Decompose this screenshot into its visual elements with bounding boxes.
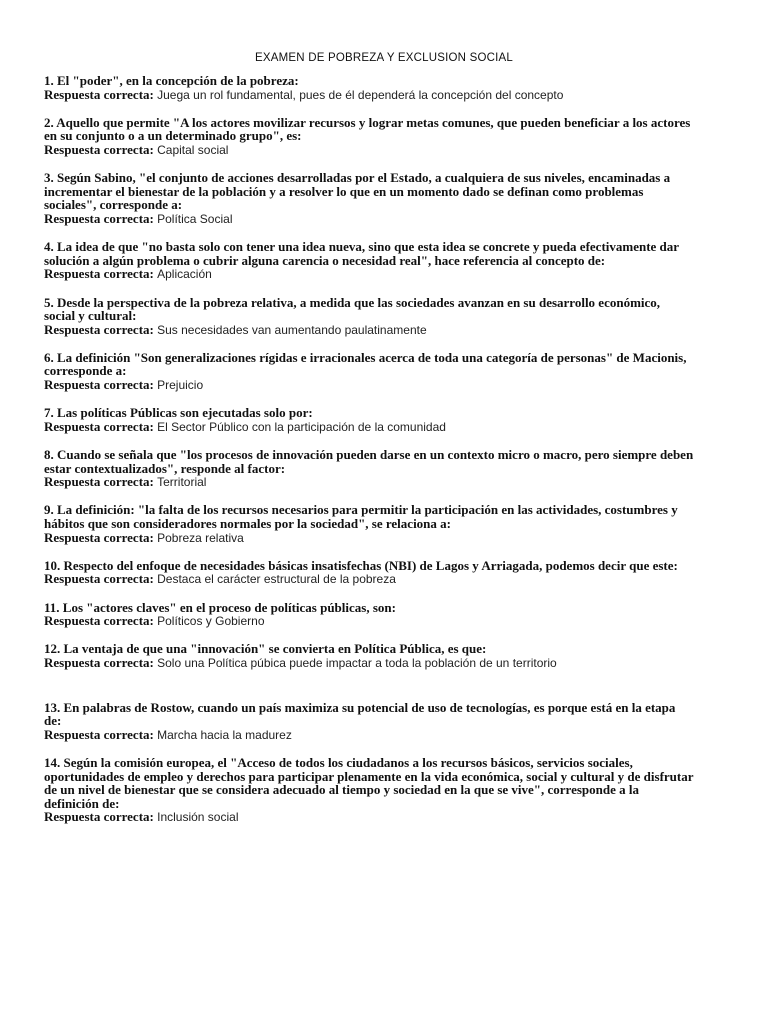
answer-label: Respuesta correcta: [44,654,154,670]
question-text: 14. Según la comisión europea, el "Acceso de todos los ciudadanos a los recursos básicos, servicios sociales, oportunidades de empleo y derechos para participar plenamente en la vida económica, social y cultural y de disfrutar de un nivel de bienestar que se considera adecuado al tiempo y sociedad en la que se vive", corresponde a la definición de: [44,754,694,811]
answer-value: Política Social [157,211,233,226]
question-item [44,296,694,338]
question-text: 4. La idea de que "no basta solo con tener una idea nueva, sino que esta idea se concrete y pueda efectivamente dar solución a algún problema o cubrir alguna carencia o necesidad real", hace referencia al concepto de: [44,239,679,268]
question-text: 2. Aquello que permite "A los actores movilizar recursos y lograr metas comunes, que pueden beneficiar a los actores en su conjunto o a un determinado grupo", es: [44,114,691,144]
question-item [44,559,694,587]
answer-label: Respuesta correcta: [44,726,154,742]
answer-line [44,810,694,825]
answer-line [44,728,694,743]
answer-label: Respuesta correcta: [44,571,154,587]
answer-value: Sus necesidades van aumentando paulatinamente [157,322,427,337]
answer-label: Respuesta correcta: [44,474,154,490]
answer-line [44,656,694,671]
answer-line [44,378,694,393]
answer-line [44,420,694,435]
answer-label: Respuesta correcta: [44,321,154,337]
answer-value: El Sector Público con la participación de la comunidad [157,419,446,434]
question-item [44,171,694,226]
question-text: 6. La definición "Son generalizaciones rígidas e irracionales acerca de toda una categoría de personas" de Macionis, corresponde a: [44,349,687,379]
question-item [44,756,694,825]
answer-line [44,531,694,546]
question-item [44,406,694,434]
question-item [44,240,694,282]
answer-value: Aplicación [157,267,212,282]
answer-line [44,212,694,227]
question-list [44,74,694,838]
question-text: 11. Los "actores claves" en el proceso de políticas públicas, son: [44,599,396,615]
answer-label: Respuesta correcta: [44,86,154,102]
question-text: 12. La ventaja de que una "innovación" se convierta en Política Pública, es que: [44,641,487,657]
answer-value: Juega un rol fundamental, pues de él dependerá la concepción del concepto [157,87,564,102]
question-text: 8. Cuando se señala que "los procesos de innovación pueden darse en un contexto micro o macro, pero siempre deben estar contextualizados", responde al factor: [44,447,694,476]
answer-value: Capital social [157,142,229,157]
question-text: 5. Desde la perspectiva de la pobreza relativa, a medida que las sociedades avanzan en su desarrollo económico, social y cultural: [44,294,661,324]
question-text: 13. En palabras de Rostow, cuando un país maximiza su potencial de uso de tecnologías, es porque está en la etapa de: [44,699,676,729]
question-item [44,74,694,102]
answer-line [44,323,694,338]
answer-label: Respuesta correcta: [44,613,154,629]
answer-label: Respuesta correcta: [44,377,154,393]
answer-value: Políticos y Gobierno [157,614,265,629]
answer-label: Respuesta correcta: [44,529,154,545]
question-text: 10. Respecto del enfoque de necesidades básicas insatisfechas (NBI) de Lagos y Arriagada, podemos decir que este: [44,557,678,573]
answer-value: Destaca el carácter estructural de la pobreza [157,572,396,587]
answer-value: Marcha hacia la madurez [157,727,292,742]
answer-label: Respuesta correcta: [44,210,154,226]
question-item [44,642,694,670]
answer-label: Respuesta correcta: [44,141,154,157]
question-item [44,701,694,743]
answer-line [44,267,694,282]
question-text: 3. Según Sabino, "el conjunto de acciones desarrolladas por el Estado, a cualquiera de sus niveles, encaminadas a incrementar el bienestar de la población y a resolver lo que en un momento dado se definan como problemas sociales", corresponde a: [44,170,671,213]
answer-label: Respuesta correcta: [44,266,154,282]
question-item [44,448,694,490]
question-item [44,601,694,629]
answer-label: Respuesta correcta: [44,418,154,434]
question-item [44,503,694,545]
question-text: 9. La definición: "la falta de los recursos necesarios para permitir la participación en las actividades, costumbres y hábitos que son consideradores normales por la sociedad", se relaciona a: [44,502,678,531]
question-item [44,116,694,158]
answer-line [44,475,694,490]
answer-line [44,88,694,103]
answer-line [44,614,694,629]
answer-value: Inclusión social [157,810,239,825]
question-text: 7. Las políticas Públicas son ejecutadas solo por: [44,405,313,421]
document-title: EXAMEN DE POBREZA Y EXCLUSION SOCIAL [255,52,513,64]
question-item [44,351,694,393]
answer-line [44,572,694,587]
question-text: 1. El "poder", en la concepción de la pobreza: [44,73,299,88]
answer-line [44,143,694,158]
answer-label: Respuesta correcta: [44,809,154,825]
answer-value: Territorial [157,475,207,490]
answer-value: Solo una Política púbica puede impactar a toda la población de un territorio [157,655,557,670]
answer-value: Prejuicio [157,378,204,393]
answer-value: Pobreza relativa [157,530,244,545]
